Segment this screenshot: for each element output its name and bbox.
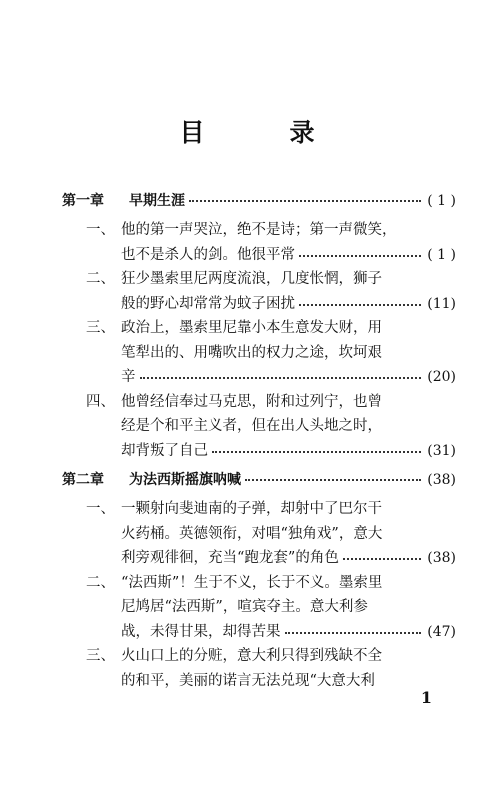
leader-dots bbox=[299, 255, 421, 257]
section-text: 笔犁出的、用嘴吹出的权力之途，坎坷艰 bbox=[121, 344, 382, 361]
chapter-entry bbox=[0, 463, 504, 497]
section-text-line bbox=[0, 620, 504, 645]
section-text: 他的第一声哭泣，绝不是诗；第一声微笑， bbox=[121, 222, 397, 238]
section-page-number: (31) bbox=[427, 442, 456, 459]
section-text: 的和平，美丽的诺言无法兑现“大意大利 bbox=[121, 672, 375, 689]
section-marker: 四、 bbox=[86, 393, 115, 410]
section-text-line bbox=[0, 546, 504, 571]
section-text-line bbox=[0, 414, 504, 439]
section-marker: 三、 bbox=[86, 320, 115, 336]
section-text: 般的野心却常常为蚊子困扰 bbox=[121, 295, 295, 312]
leader-dots bbox=[245, 479, 421, 481]
section-marker: 三、 bbox=[86, 648, 115, 664]
chapter-title: 早期生涯 bbox=[129, 193, 185, 209]
chapter-entry bbox=[0, 184, 504, 218]
section-text-line bbox=[0, 243, 504, 268]
section-text: 他曾经信奉过马克思，附和过列宁，也曾 bbox=[121, 393, 382, 410]
chapter-page-number: (38) bbox=[427, 472, 456, 488]
leader-dots bbox=[140, 377, 422, 379]
page-number: 1 bbox=[420, 688, 432, 707]
section-marker: 二、 bbox=[86, 574, 115, 591]
section-marker: 二、 bbox=[86, 271, 115, 287]
section-text: 一颗射向斐迪南的子弹，却射中了巴尔干 bbox=[121, 501, 382, 517]
section-entry bbox=[0, 644, 504, 693]
section-text-line bbox=[0, 522, 504, 547]
section-page-number: (11) bbox=[427, 295, 456, 312]
section-page-number: ( 1 ) bbox=[427, 246, 456, 263]
section-text: 经是个和平主义者，但在出人头地之时， bbox=[121, 418, 382, 434]
section-page-number: (38) bbox=[427, 550, 456, 566]
section-entry bbox=[0, 218, 504, 267]
table-of-contents bbox=[0, 184, 504, 693]
section-text: 狂少墨索里尼两度流浪，几度怅惘，狮子 bbox=[121, 271, 382, 287]
section-text-line bbox=[0, 497, 504, 522]
section-text: 也不是杀人的剑。他很平常 bbox=[121, 246, 295, 263]
section-text: 利旁观徘徊，充当“跑龙套”的角色 bbox=[121, 550, 339, 566]
section-entry bbox=[0, 390, 504, 464]
section-entry bbox=[0, 571, 504, 645]
section-text-line bbox=[0, 595, 504, 620]
leader-dots bbox=[343, 558, 421, 560]
section-text: 火药桶。英德领衔，对唱“独角戏”，意大 bbox=[121, 525, 383, 542]
section-page-number: (20) bbox=[427, 369, 456, 385]
leader-dots bbox=[189, 200, 421, 202]
section-text: 火山口上的分赃，意大利只得到残缺不全 bbox=[121, 648, 382, 664]
section-text-line bbox=[0, 439, 504, 464]
section-text-line bbox=[0, 571, 504, 596]
leader-dots bbox=[285, 632, 422, 634]
section-text-line bbox=[0, 267, 504, 292]
leader-dots bbox=[212, 451, 421, 453]
section-text-line bbox=[0, 341, 504, 366]
section-text-line bbox=[0, 292, 504, 317]
section-text: “法西斯”！生于不义，长于不义。墨索里 bbox=[121, 574, 383, 591]
chapter-number: 第一章 bbox=[62, 193, 104, 209]
section-text: 却背叛了自己 bbox=[121, 442, 208, 459]
section-text: 尼鸠居“法西斯”，喧宾夺主。意大利参 bbox=[121, 599, 368, 615]
section-entry bbox=[0, 497, 504, 571]
section-text-line bbox=[0, 644, 504, 669]
section-marker: 一、 bbox=[86, 222, 115, 238]
section-marker: 一、 bbox=[86, 501, 115, 517]
leader-dots bbox=[299, 304, 421, 306]
section-text: 辛 bbox=[121, 369, 136, 385]
section-entry bbox=[0, 267, 504, 316]
section-text: 战，未得甘果，却得苦果 bbox=[121, 623, 281, 640]
section-entry bbox=[0, 316, 504, 390]
section-text: 政治上，墨索里尼靠小本生意发大财，用 bbox=[121, 320, 382, 336]
chapter-title: 为法西斯摇旗呐喊 bbox=[129, 472, 241, 488]
section-text-line bbox=[0, 218, 504, 243]
section-page-number: (47) bbox=[427, 623, 456, 640]
section-text-line bbox=[0, 390, 504, 415]
chapter-page-number: ( 1 ) bbox=[427, 193, 456, 209]
chapter-number: 第二章 bbox=[62, 472, 104, 488]
section-text-line bbox=[0, 365, 504, 390]
section-text-line bbox=[0, 316, 504, 341]
page-title: 目 录 bbox=[179, 118, 345, 147]
